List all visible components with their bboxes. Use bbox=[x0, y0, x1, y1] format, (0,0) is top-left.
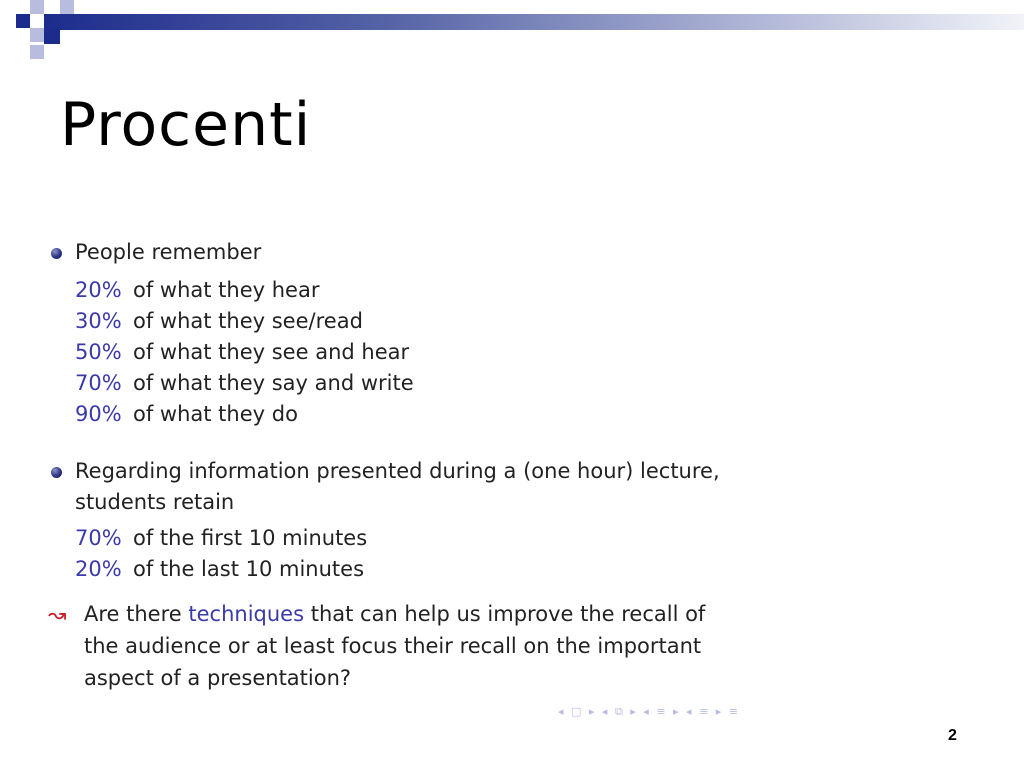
list-item bbox=[75, 371, 414, 395]
percent-value: 20% bbox=[75, 557, 122, 581]
item-text: of what they see and hear bbox=[133, 340, 410, 364]
item-text: of the first 10 minutes bbox=[133, 526, 368, 550]
bullet-heading: People remember bbox=[75, 240, 262, 264]
decor-square bbox=[30, 45, 44, 59]
item-text: of what they do bbox=[133, 402, 298, 426]
decor-square bbox=[16, 14, 30, 28]
question-text: that can help us improve the recall of bbox=[304, 602, 706, 626]
bullet-icon bbox=[51, 467, 62, 478]
question-line: the audience or at least focus their recall on the important bbox=[84, 634, 702, 658]
arrow-icon: ↝ bbox=[48, 603, 67, 628]
item-text: of what they hear bbox=[133, 278, 320, 302]
list-item bbox=[75, 278, 319, 302]
item-text: of the last 10 minutes bbox=[133, 557, 365, 581]
list-item bbox=[75, 526, 367, 550]
question-text: Are there bbox=[84, 602, 189, 626]
bullet-heading-continued: students retain bbox=[75, 490, 235, 514]
item-text: of what they see/read bbox=[133, 309, 363, 333]
decor-square bbox=[30, 28, 44, 42]
header-gradient-bar bbox=[44, 14, 1024, 30]
bullet-heading: Regarding information presented during a (one hour) lecture, bbox=[75, 459, 720, 483]
bullet-icon bbox=[51, 248, 62, 259]
question-line bbox=[84, 602, 705, 626]
percent-value: 90% bbox=[75, 402, 122, 426]
decor-square bbox=[60, 0, 74, 14]
percent-value: 20% bbox=[75, 278, 122, 302]
beamer-nav-icons[interactable]: ◂ □ ▸ ◂ ⧉ ▸ ◂ ≡ ▸ ◂ ≡ ▸ ≡ bbox=[558, 705, 741, 718]
decor-square bbox=[44, 28, 60, 44]
list-item bbox=[75, 557, 364, 581]
list-item bbox=[75, 340, 409, 364]
percent-value: 70% bbox=[75, 526, 122, 550]
slide-title: Procenti bbox=[60, 90, 312, 160]
item-text: of what they say and write bbox=[133, 371, 414, 395]
page-number: 2 bbox=[948, 727, 957, 744]
percent-value: 30% bbox=[75, 309, 122, 333]
question-line: aspect of a presentation? bbox=[84, 666, 352, 690]
decor-square bbox=[30, 0, 44, 14]
highlight-text: techniques bbox=[188, 602, 305, 626]
list-item bbox=[75, 402, 298, 426]
list-item bbox=[75, 309, 363, 333]
percent-value: 50% bbox=[75, 340, 122, 364]
percent-value: 70% bbox=[75, 371, 122, 395]
